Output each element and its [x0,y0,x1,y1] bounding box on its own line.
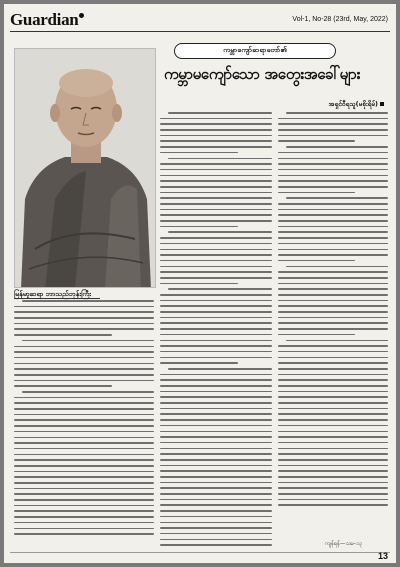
text-line [14,346,154,348]
article-title: ကမ္ဘာမကျော်သော အတွေးအခေါ်များ [164,65,361,83]
text-line [160,146,272,148]
text-line [14,437,154,439]
text-line [160,408,272,410]
text-line [278,425,388,427]
text-line [278,408,388,410]
text-line [160,351,272,353]
text-line [160,465,272,467]
masthead-dot [79,13,84,18]
text-line [14,528,154,530]
text-line [160,533,272,535]
text-line [278,504,388,506]
text-line [278,300,388,302]
text-line [160,186,272,188]
text-line [160,277,272,279]
text-line [160,169,272,171]
text-line [278,158,388,160]
text-line [14,402,154,404]
text-line [14,510,154,512]
text-line [14,374,154,376]
text-line [160,379,272,381]
text-line [14,488,154,490]
text-line [160,152,238,154]
text-line [160,317,272,319]
byline-square-icon [380,102,384,106]
text-line [278,260,355,262]
text-line [160,118,272,120]
text-line [160,436,272,438]
text-line [278,402,388,404]
text-line [278,470,388,472]
text-line [278,379,388,381]
text-line [278,220,388,222]
text-line [14,425,154,427]
text-line [278,203,388,205]
text-line [278,152,388,154]
text-line [278,465,388,467]
text-line [278,231,388,233]
text-line [160,266,272,268]
text-line [278,209,388,211]
text-line [160,305,272,307]
body-column-right [278,112,388,550]
text-line [160,345,272,347]
text-line [14,334,112,336]
text-line [160,510,272,512]
text-line [278,448,388,450]
text-line [160,254,272,256]
text-line [14,351,154,353]
continued-note: ကျန်ရန်—သမ-၁၃ [324,541,362,547]
text-line [278,129,388,131]
text-line [160,499,272,501]
text-line [160,328,272,330]
text-line [160,385,272,387]
text-line [278,288,388,290]
text-line [160,459,272,461]
text-line [278,431,388,433]
text-line [278,249,388,251]
text-line [278,243,388,245]
text-line [160,135,272,137]
text-line [14,482,154,484]
body-column-middle [160,112,272,552]
page-number: 13 [377,551,388,561]
text-line [14,419,154,421]
text-line [14,499,154,501]
text-line [14,516,154,518]
issue-info: Vol-1, No-28 (23rd, May, 2022) [292,16,388,23]
byline-text: အရှင်ဝီရသူ(မစိုးရိမ်) [328,100,378,108]
text-line [160,175,272,177]
text-line [278,317,388,319]
text-line [22,300,154,302]
footer-rule [10,552,390,553]
text-line [160,453,272,455]
text-line [14,408,154,410]
text-line [278,180,388,182]
text-line [160,493,272,495]
text-line [278,254,388,256]
text-line [160,140,272,142]
text-line [160,357,272,359]
text-line [160,249,272,251]
masthead [10,10,84,30]
text-line [278,175,388,177]
text-line [278,186,388,188]
text-line [278,311,388,313]
text-line [278,163,388,165]
text-line [14,397,154,399]
text-line [160,391,272,393]
text-line [278,442,388,444]
text-line [278,192,355,194]
text-line [14,442,154,444]
text-line [160,362,238,364]
text-line [278,277,388,279]
text-line [278,283,388,285]
text-line [160,226,238,228]
text-line [14,448,154,450]
text-line [278,482,388,484]
text-line [14,357,154,359]
text-line [160,419,272,421]
text-line [160,544,272,546]
text-line [160,163,272,165]
text-line [14,431,154,433]
text-line [160,487,272,489]
text-line [168,158,272,160]
text-line [14,459,154,461]
text-line [160,334,272,336]
text-line [160,283,238,285]
section-heading-rule [14,298,100,299]
text-line [160,516,272,518]
text-line [278,140,355,142]
text-line [278,374,388,376]
text-line [160,197,272,199]
text-line [278,368,388,370]
text-line [278,357,388,359]
text-line [160,220,272,222]
body-column-left [14,300,154,548]
text-line [278,135,388,137]
text-line [168,231,272,233]
text-line [160,311,272,313]
text-line [160,431,272,433]
header-rule [10,31,390,32]
text-line [160,180,272,182]
text-line [278,226,388,228]
text-line [14,522,154,524]
text-line [278,453,388,455]
text-line [278,322,388,324]
banner-text: ကမ္ဘာကျော်ဆရာတော်၏ [223,46,287,54]
text-line [160,209,272,211]
text-line [278,334,355,336]
text-line [160,442,272,444]
text-line [160,374,272,376]
text-line [168,368,272,370]
text-line [160,123,272,125]
text-line [278,294,388,296]
text-line [168,288,272,290]
text-line [160,192,272,194]
text-line [278,123,388,125]
text-line [14,533,154,535]
text-line [22,391,154,393]
text-line [278,351,388,353]
text-line [278,476,388,478]
portrait-photo [14,48,156,288]
text-line [160,448,272,450]
text-line [278,413,388,415]
text-line [278,487,388,489]
text-line [14,368,154,370]
text-line [14,505,154,507]
newspaper-page [4,4,396,563]
text-line [278,493,388,495]
text-line [14,317,154,319]
text-line [286,146,388,148]
text-line [160,300,272,302]
text-line [286,340,388,342]
text-line [278,237,388,239]
text-line [14,476,154,478]
text-line [160,402,272,404]
text-line [160,476,272,478]
text-line [14,380,154,382]
byline [329,100,384,110]
text-line [278,419,388,421]
text-line [168,112,272,114]
text-line [14,323,154,325]
masthead-text: Guardian [10,10,79,29]
text-line [278,271,388,273]
text-line [278,305,388,307]
text-line [278,391,388,393]
monk-portrait-image [15,49,156,288]
text-line [278,396,388,398]
text-line [14,493,154,495]
text-line [14,471,154,473]
text-line [286,197,388,199]
text-line [160,539,272,541]
text-line [22,340,154,342]
text-line [160,482,272,484]
text-line [14,328,154,330]
text-line [160,396,272,398]
text-line [160,413,272,415]
text-line [14,311,154,313]
text-line [160,129,272,131]
text-line [160,243,272,245]
text-line [14,454,154,456]
text-line [160,340,272,342]
section-heading: မြန်မာ့ဆရာ ဘာသည်ဘုန်းကြီး [14,290,91,298]
text-line [278,499,388,501]
text-line [278,385,388,387]
text-line [160,504,272,506]
text-line [14,385,112,387]
text-line [160,527,272,529]
text-line [14,363,154,365]
text-line [14,465,154,467]
text-line [160,322,272,324]
text-line [160,214,272,216]
text-line [286,112,388,114]
text-line [286,266,388,268]
text-line [160,260,272,262]
text-line [278,118,388,120]
text-line [160,203,272,205]
text-line [278,436,388,438]
text-line [278,214,388,216]
text-line [160,470,272,472]
text-line [160,294,272,296]
text-line [278,345,388,347]
text-line [278,459,388,461]
text-line [160,237,272,239]
text-line [14,414,154,416]
text-line [160,425,272,427]
text-line [278,328,388,330]
text-line [278,169,388,171]
text-line [160,522,272,524]
text-line [14,306,154,308]
text-line [160,271,272,273]
title-banner [174,43,336,59]
text-line [278,362,388,364]
